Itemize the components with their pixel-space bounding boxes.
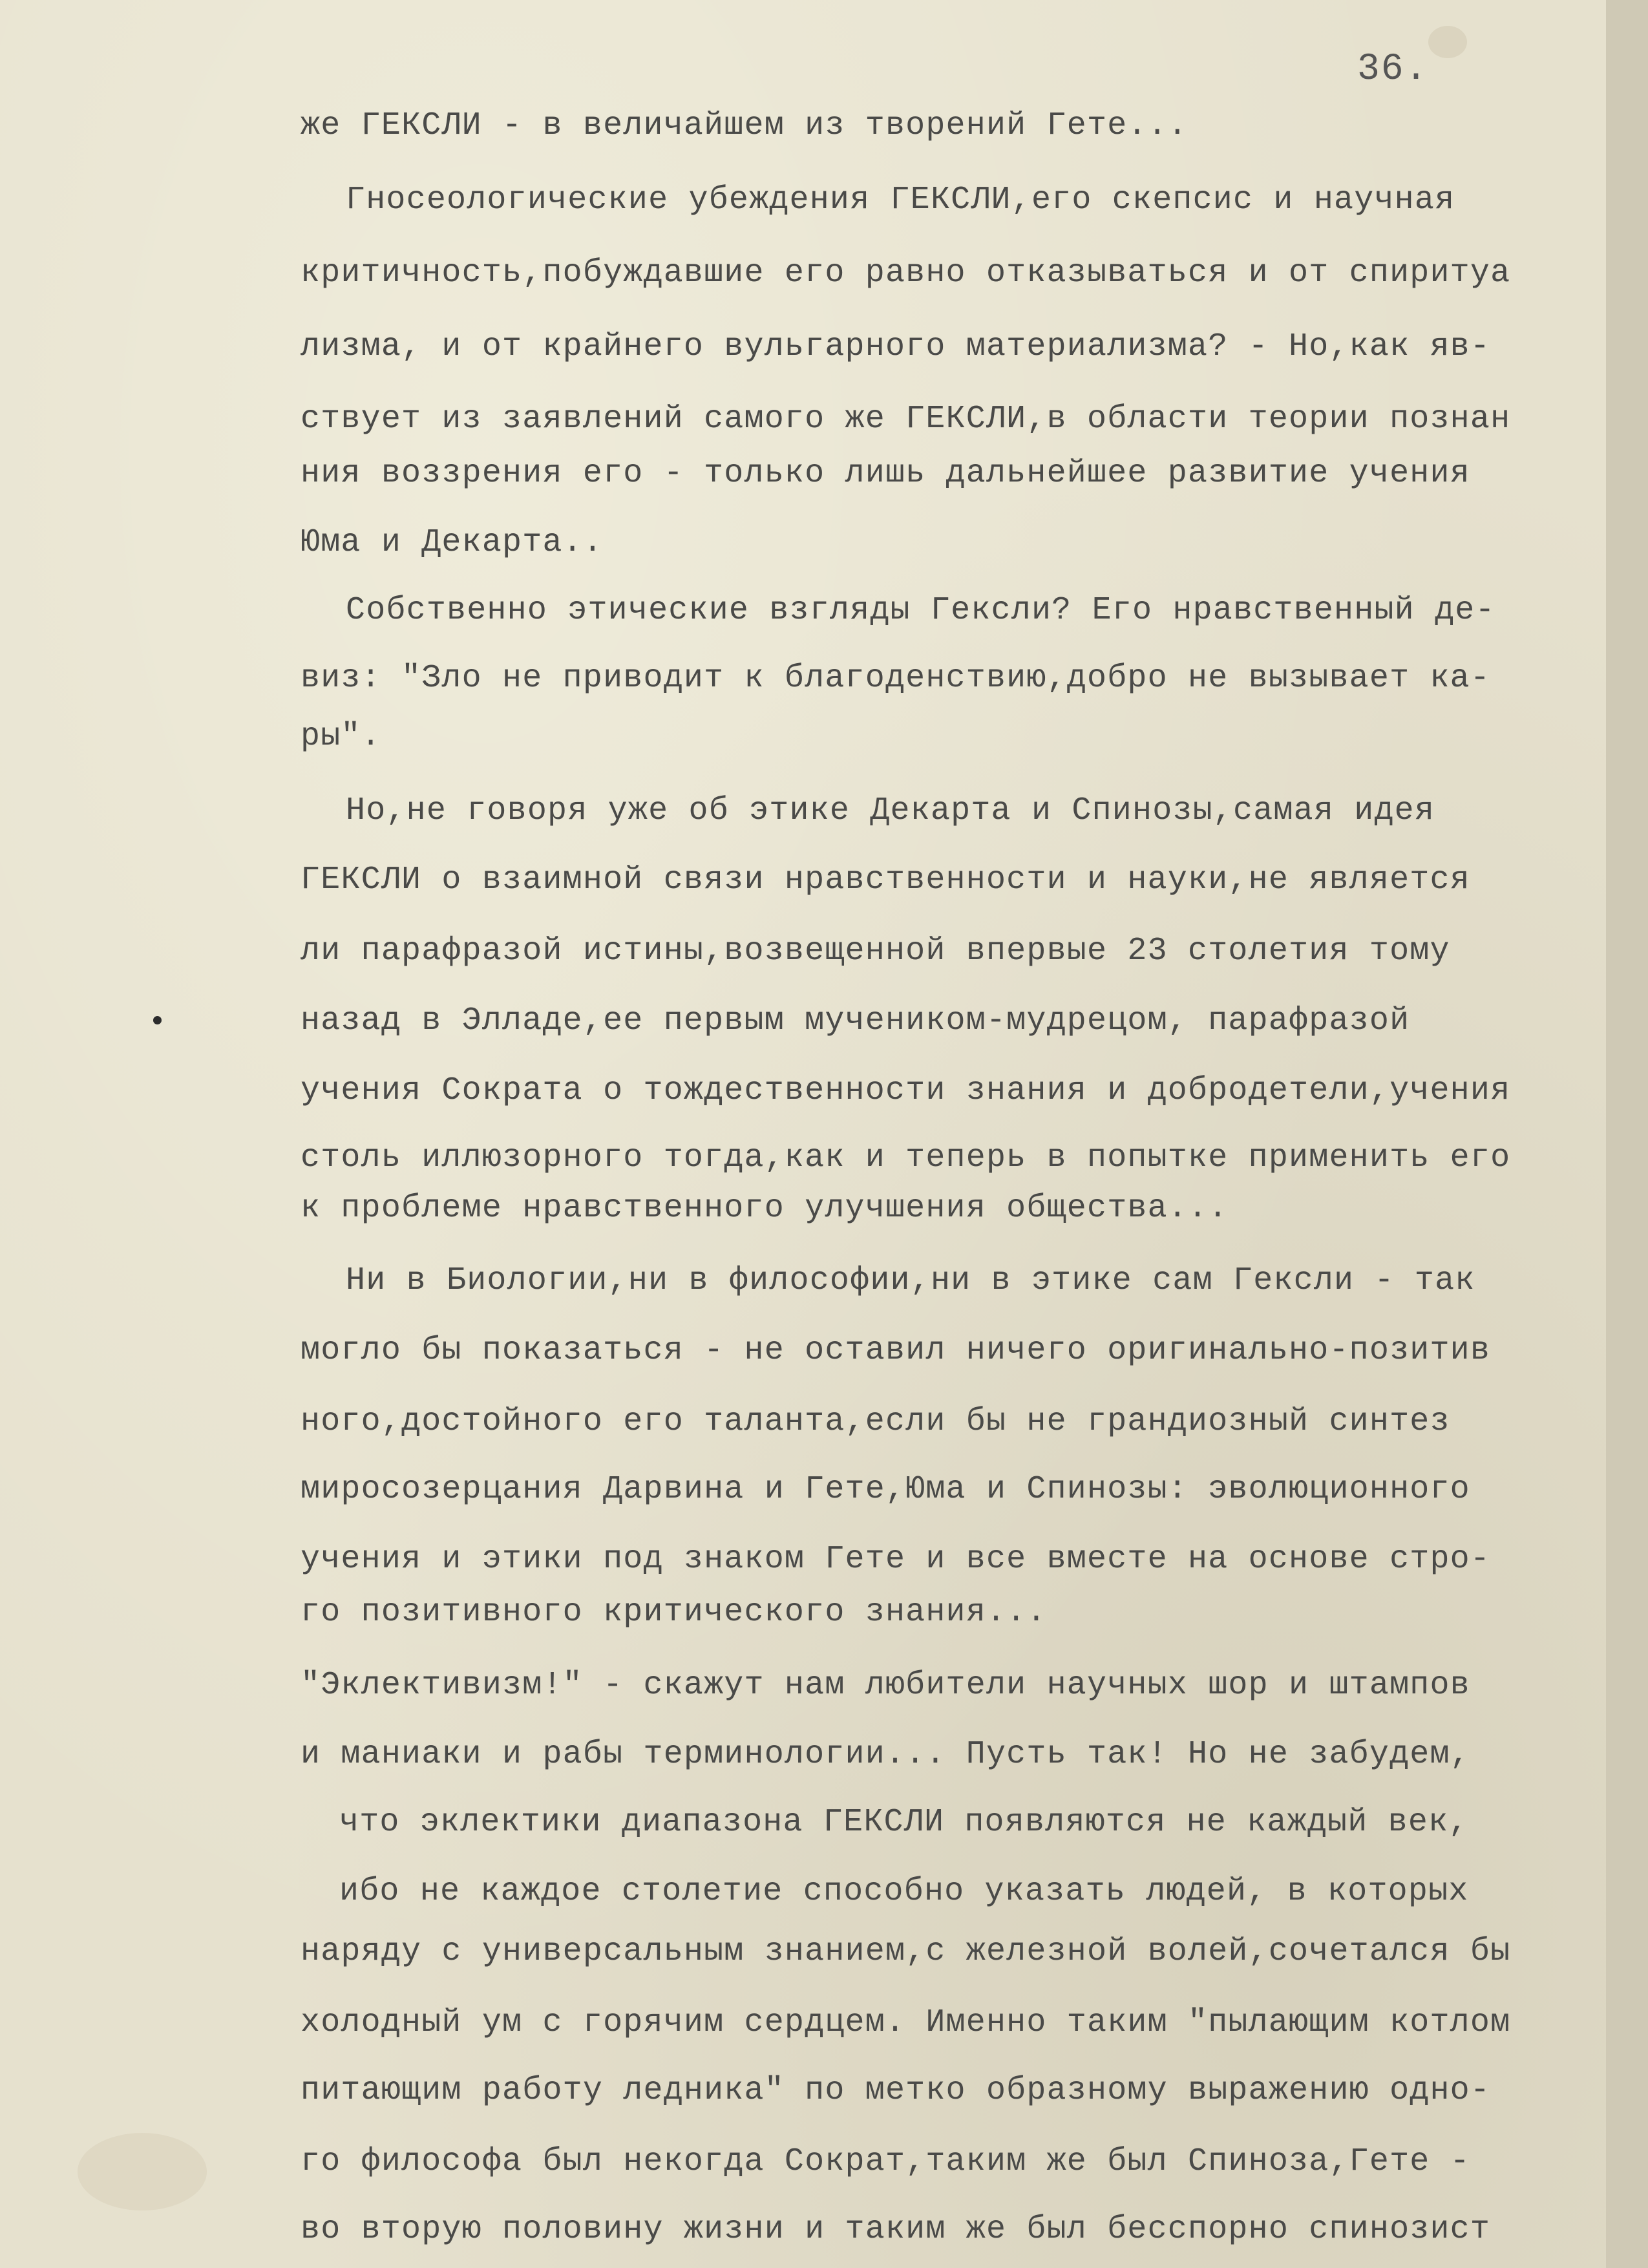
- text-line: го философа был некогда Сократ,таким же был Спиноза,Гете -: [301, 2143, 1470, 2180]
- text-line: ГЕКСЛИ о взаимной связи нравственности и науки,не является: [301, 862, 1470, 898]
- text-line: что эклектики диапазона ГЕКСЛИ появляются не каждый век,: [339, 1804, 1469, 1841]
- text-line: Юма и Декарта..: [301, 524, 604, 561]
- text-line: Гносеологические убеждения ГЕКСЛИ,его скепсис и научная: [346, 182, 1455, 218]
- text-line: "Эклективизм!" - скажут нам любители научных шор и штампов: [301, 1667, 1470, 1704]
- text-line: миросозерцания Дарвина и Гете,Юма и Спинозы: эволюционного: [301, 1471, 1470, 1508]
- text-line: учения Сократа о тождественности знания и добродетели,учения: [301, 1072, 1511, 1109]
- text-line: Но,не говоря уже об этике Декарта и Спинозы,самая идея: [346, 792, 1435, 829]
- text-line: столь иллюзорного тогда,как и теперь в попытке применить его: [301, 1139, 1511, 1176]
- page-number: 36.: [1357, 48, 1429, 90]
- text-line: могло бы показаться - не оставил ничего оригинально-позитив: [301, 1332, 1491, 1369]
- punch-mark: [153, 1016, 162, 1024]
- text-line: во вторую половину жизни и таким же был бесспорно спинозист: [301, 2211, 1491, 2248]
- text-line: критичность,побуждавшие его равно отказываться и от спиритуа: [301, 255, 1511, 291]
- text-line: Ни в Биологии,ни в философии,ни в этике сам Гексли - так: [346, 1262, 1475, 1299]
- text-line: наряду с универсальным знанием,с железной волей,сочетался бы: [301, 1933, 1511, 1970]
- text-line: и маниаки и рабы терминологии... Пусть так! Но не забудем,: [301, 1736, 1470, 1773]
- text-line: ствует из заявлений самого же ГЕКСЛИ,в области теории познан: [301, 401, 1511, 438]
- text-line: же ГЕКСЛИ - в величайшем из творений Гете...: [301, 107, 1188, 144]
- text-line: ли парафразой истины,возвещенной впервые 23 столетия тому: [301, 933, 1450, 970]
- text-line: ния воззрения его - только лишь дальнейшее развитие учения: [301, 455, 1470, 492]
- text-line: ного,достойного его таланта,если бы не грандиозный синтез: [301, 1403, 1450, 1440]
- text-line: Собственно этические взгляды Гексли? Его нравственный де-: [346, 592, 1495, 629]
- text-line: лизма, и от крайнего вульгарного материализма? - Но,как яв-: [301, 328, 1491, 365]
- text-line: ры".: [301, 718, 381, 755]
- page-edge: [1606, 0, 1648, 2268]
- text-line: холодный ум с горячим сердцем. Именно таким "пылающим котлом: [301, 2004, 1511, 2041]
- text-line: го позитивного критического знания...: [301, 1594, 1047, 1631]
- text-line: учения и этики под знаком Гете и все вместе на основе стро-: [301, 1541, 1491, 1578]
- text-line: назад в Элладе,ее первым мучеником-мудрецом, парафразой: [301, 1002, 1410, 1039]
- text-line: питающим работу ледника" по метко образному выражению одно-: [301, 2072, 1491, 2109]
- text-line: ибо не каждое столетие способно указать людей, в которых: [339, 1873, 1469, 1910]
- text-line: к проблеме нравственного улучшения общества...: [301, 1190, 1229, 1227]
- text-line: виз: "Зло не приводит к благоденствию,добро не вызывает ка-: [301, 660, 1491, 697]
